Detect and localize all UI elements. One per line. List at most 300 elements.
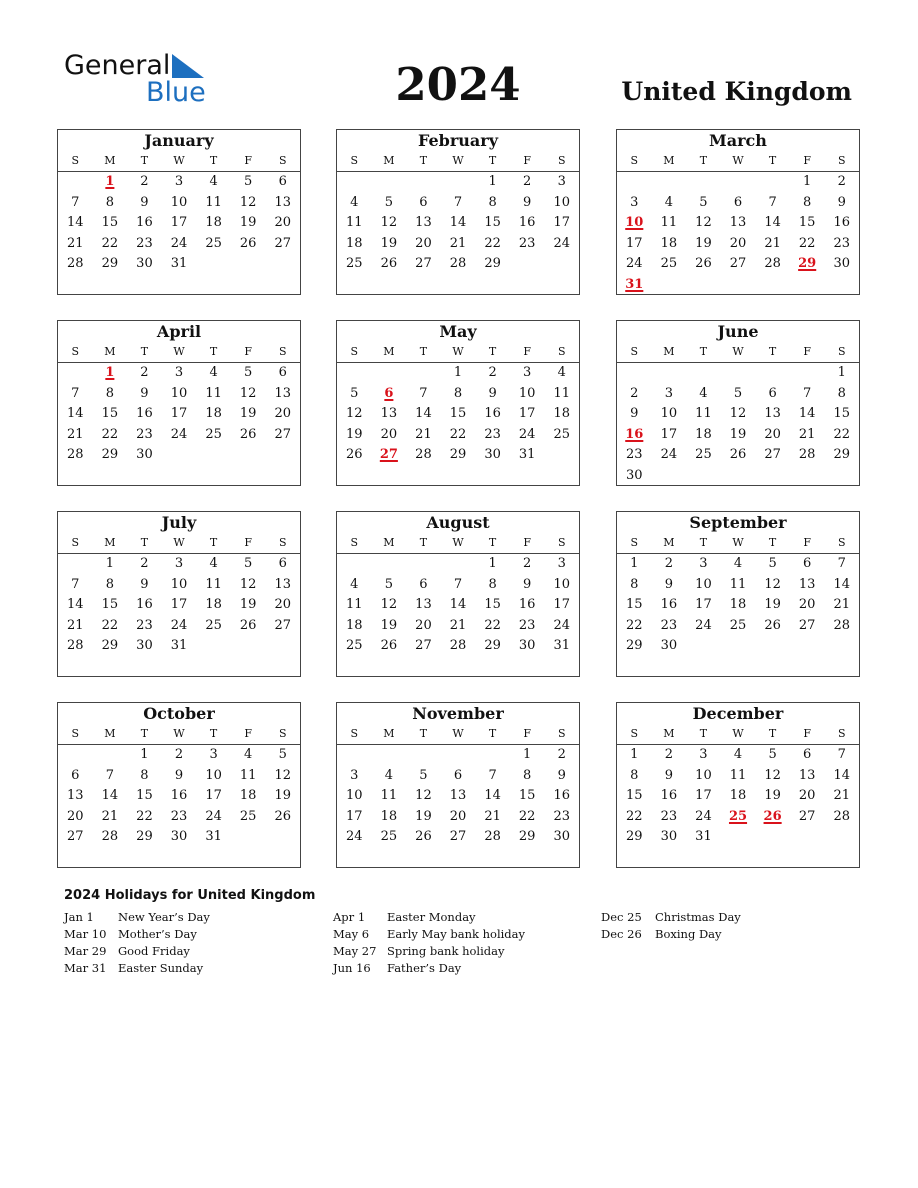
day-cell: 22 [484, 235, 501, 251]
day-cell: 5 [768, 747, 777, 762]
day-cell: 7 [768, 194, 777, 210]
day-cell: 7 [488, 767, 497, 783]
weekday-label: F [244, 345, 252, 358]
weekday-label: T [488, 345, 497, 358]
month-name: February [417, 131, 498, 150]
weekday-label: T [699, 345, 708, 358]
day-cell [58, 363, 93, 384]
holiday-date: Jun 16 [333, 961, 371, 975]
day-cell: 25 [205, 426, 222, 442]
day-cell: 10 [518, 385, 536, 401]
day-cell [721, 363, 756, 384]
weekday-label: S [837, 536, 846, 549]
day-cell: 29 [833, 447, 851, 463]
week-row [337, 254, 579, 275]
day-cell: 16 [518, 597, 536, 613]
month-november [336, 702, 580, 868]
holiday-name: Spring bank holiday [387, 944, 505, 958]
weekday-label: M [383, 345, 395, 358]
weekday-label: W [173, 536, 185, 549]
month-january [57, 129, 301, 295]
holiday-name: Easter Monday [387, 910, 476, 924]
day-cell: 9 [664, 767, 673, 783]
weekday-label: T [699, 154, 708, 167]
weekday-label: F [803, 536, 811, 549]
day-cell: 17 [626, 235, 643, 251]
holiday-day-cell: 25 [728, 808, 748, 824]
day-cell [652, 466, 687, 487]
weekday-label: W [452, 154, 464, 167]
week-row [58, 425, 300, 446]
day-cell: 20 [415, 617, 432, 633]
week-row [58, 193, 300, 214]
day-cell: 28 [449, 638, 467, 654]
month-august [336, 511, 580, 677]
week-row [58, 766, 300, 787]
day-cell: 2 [140, 365, 149, 380]
day-cell: 13 [67, 788, 84, 804]
day-cell: 29 [518, 829, 536, 845]
weekday-label: T [419, 727, 428, 740]
weekday-label: W [173, 727, 185, 740]
month-name: December [692, 704, 784, 723]
holiday-name: Christmas Day [655, 910, 741, 924]
day-cell: 18 [660, 235, 678, 251]
day-cell: 13 [415, 597, 432, 613]
day-cell: 20 [274, 215, 292, 231]
weekday-label: S [557, 154, 566, 167]
day-cell: 29 [626, 638, 643, 654]
day-cell [686, 363, 721, 384]
day-cell: 31 [170, 638, 188, 654]
day-cell: 8 [803, 194, 812, 210]
day-cell: 25 [346, 638, 363, 654]
weekday-label: T [768, 727, 777, 740]
day-cell: 19 [346, 426, 363, 442]
day-cell: 8 [630, 576, 639, 592]
day-cell: 29 [101, 447, 119, 463]
week-row [617, 363, 859, 384]
weekday-label: W [173, 345, 185, 358]
day-cell: 16 [660, 597, 678, 613]
day-cell: 19 [239, 215, 257, 231]
day-cell: 1 [140, 747, 149, 762]
weekday-label: M [104, 154, 116, 167]
week-row [617, 766, 859, 787]
country-name: United Kingdom [621, 77, 852, 106]
week-row [617, 745, 859, 766]
day-cell: 27 [274, 235, 292, 251]
weekday-header-row [617, 342, 859, 363]
day-cell: 30 [833, 256, 851, 272]
weekday-label: S [350, 154, 359, 167]
day-cell: 10 [660, 406, 678, 422]
day-cell: 24 [346, 829, 363, 845]
day-cell: 30 [660, 829, 678, 845]
holiday-entry [333, 960, 593, 977]
holiday-day-cell: 1 [105, 365, 115, 380]
day-cell [231, 445, 266, 466]
day-cell: 26 [729, 447, 747, 463]
day-cell: 10 [695, 576, 712, 592]
day-cell: 20 [274, 597, 292, 613]
day-cell: 24 [695, 617, 712, 633]
week-row [337, 172, 579, 193]
week-row [58, 234, 300, 255]
weekday-label: W [173, 154, 185, 167]
day-cell [372, 363, 407, 384]
day-cell: 21 [484, 808, 501, 824]
day-cell: 29 [484, 638, 501, 654]
holiday-date: May 27 [333, 944, 377, 958]
day-cell [617, 172, 652, 193]
week-row [337, 384, 579, 405]
day-cell: 14 [484, 788, 501, 804]
week-row [617, 807, 859, 828]
day-cell: 19 [239, 406, 257, 422]
holiday-day-cell: 27 [379, 447, 398, 463]
day-cell: 7 [453, 576, 463, 592]
day-cell [162, 445, 197, 466]
holiday-name: Boxing Day [655, 927, 722, 941]
day-cell: 12 [764, 767, 781, 783]
day-cell: 2 [140, 556, 149, 571]
holiday-day-cell: 16 [625, 426, 644, 442]
weekday-label: T [768, 345, 777, 358]
day-cell: 24 [170, 426, 188, 442]
weekday-label: T [419, 536, 428, 549]
day-cell: 26 [380, 638, 398, 654]
day-cell: 11 [695, 406, 712, 422]
weekday-label: M [104, 345, 116, 358]
day-cell: 20 [449, 808, 467, 824]
day-cell: 20 [274, 406, 292, 422]
month-february [336, 129, 580, 295]
day-cell: 4 [384, 767, 393, 783]
day-cell: 9 [174, 767, 184, 783]
weekday-label: S [350, 536, 359, 549]
day-cell: 30 [518, 638, 536, 654]
day-cell: 26 [415, 829, 432, 845]
week-row [337, 807, 579, 828]
day-cell [406, 363, 441, 384]
day-cell: 15 [101, 597, 119, 613]
month-name: September [689, 513, 787, 532]
week-row [337, 445, 579, 466]
day-cell: 25 [239, 808, 257, 824]
day-cell: 3 [174, 365, 184, 380]
day-cell [372, 745, 407, 766]
day-cell: 1 [523, 747, 532, 762]
week-row [337, 766, 579, 787]
weekday-label: F [523, 536, 531, 549]
day-cell: 5 [244, 556, 253, 571]
day-cell: 8 [488, 576, 497, 592]
day-cell: 14 [833, 576, 851, 592]
day-cell: 16 [518, 215, 536, 231]
day-cell: 1 [803, 174, 812, 189]
day-cell: 30 [136, 447, 153, 463]
day-cell: 20 [764, 426, 781, 442]
day-cell: 25 [660, 256, 678, 272]
weekday-label: T [140, 345, 149, 358]
day-cell: 4 [350, 576, 359, 592]
day-cell: 28 [449, 256, 467, 272]
weekday-header-row [58, 342, 300, 363]
week-row [617, 425, 859, 446]
day-cell: 14 [449, 215, 467, 231]
day-cell: 30 [484, 447, 501, 463]
day-cell: 27 [449, 829, 467, 845]
week-row [58, 827, 300, 848]
day-cell: 9 [140, 194, 149, 210]
general-blue-logo [64, 50, 214, 110]
month-name: January [144, 131, 214, 150]
day-cell: 7 [71, 576, 80, 592]
day-cell: 19 [239, 597, 257, 613]
weekday-label: S [837, 727, 846, 740]
day-cell: 10 [170, 576, 188, 592]
day-cell: 3 [350, 767, 359, 783]
weekday-label: T [488, 536, 497, 549]
day-cell: 6 [278, 365, 287, 380]
day-cell: 4 [733, 556, 743, 571]
weekday-header-row [617, 533, 859, 554]
holiday-date: Apr 1 [333, 910, 366, 924]
day-cell: 30 [136, 638, 153, 654]
day-cell: 27 [415, 638, 432, 654]
day-cell [790, 363, 825, 384]
holiday-entry [601, 909, 861, 926]
week-row [617, 827, 859, 848]
day-cell: 15 [626, 788, 643, 804]
day-cell: 27 [729, 256, 747, 272]
day-cell: 17 [170, 215, 188, 231]
day-cell: 29 [449, 447, 467, 463]
weekday-label: F [244, 536, 252, 549]
day-cell: 28 [833, 617, 851, 633]
weekday-label: M [383, 536, 395, 549]
day-cell: 16 [136, 597, 153, 613]
day-cell: 4 [733, 747, 743, 762]
day-cell: 1 [488, 174, 497, 189]
logo-text-blue: Blue [146, 77, 206, 108]
day-cell: 9 [140, 576, 149, 592]
weekday-label: M [104, 536, 116, 549]
weekday-label: M [663, 345, 675, 358]
holiday-day-cell: 10 [625, 215, 644, 231]
day-cell: 8 [630, 767, 639, 783]
day-cell: 15 [449, 406, 467, 422]
day-cell: 17 [346, 808, 363, 824]
holiday-entry [64, 943, 324, 960]
weekday-label: F [523, 154, 531, 167]
weekday-label: F [803, 345, 811, 358]
day-cell: 28 [764, 256, 781, 272]
day-cell: 23 [136, 235, 153, 251]
day-cell: 22 [833, 426, 851, 442]
day-cell [544, 445, 579, 466]
day-cell: 10 [170, 385, 188, 401]
day-cell: 26 [239, 235, 257, 251]
weekday-label: S [630, 727, 639, 740]
weekday-label: T [488, 727, 497, 740]
day-cell: 4 [244, 747, 253, 762]
day-cell: 3 [174, 174, 184, 189]
holiday-day-cell: 6 [384, 385, 394, 401]
weekday-label: W [732, 727, 744, 740]
week-row [617, 213, 859, 234]
day-cell: 8 [453, 385, 463, 401]
day-cell: 31 [695, 829, 712, 845]
day-cell: 26 [239, 426, 257, 442]
day-cell: 17 [205, 788, 222, 804]
day-cell: 23 [660, 808, 678, 824]
day-cell: 5 [733, 385, 743, 401]
day-cell: 19 [729, 426, 747, 442]
day-cell [337, 554, 372, 575]
day-cell: 24 [553, 617, 571, 633]
week-row [617, 172, 859, 193]
day-cell: 21 [764, 235, 781, 251]
holiday-date: Mar 10 [64, 927, 107, 941]
day-cell [721, 275, 756, 296]
day-cell: 5 [384, 194, 393, 210]
day-cell [790, 636, 825, 657]
day-cell: 11 [380, 788, 398, 804]
day-cell: 7 [837, 556, 846, 571]
holidays-title: 2024 Holidays for United Kingdom [64, 888, 316, 903]
day-cell: 1 [488, 556, 497, 571]
day-cell: 28 [415, 447, 432, 463]
day-cell: 14 [67, 597, 84, 613]
day-cell: 27 [274, 617, 292, 633]
holiday-day-cell: 29 [798, 256, 817, 272]
day-cell: 27 [415, 256, 432, 272]
day-cell: 28 [833, 808, 851, 824]
week-row [617, 575, 859, 596]
day-cell [406, 554, 441, 575]
week-row [617, 234, 859, 255]
day-cell [265, 636, 300, 657]
week-row [337, 745, 579, 766]
day-cell [544, 254, 579, 275]
holiday-entry [333, 909, 593, 926]
day-cell [196, 636, 231, 657]
day-cell: 6 [419, 194, 428, 210]
day-cell: 17 [553, 215, 571, 231]
day-cell: 10 [553, 194, 571, 210]
day-cell: 10 [553, 576, 571, 592]
holiday-date: Dec 26 [601, 927, 642, 941]
day-cell: 20 [798, 597, 816, 613]
day-cell: 13 [415, 215, 432, 231]
day-cell: 24 [205, 808, 222, 824]
week-row [58, 616, 300, 637]
week-row [337, 213, 579, 234]
day-cell: 11 [729, 767, 747, 783]
day-cell: 30 [136, 256, 153, 272]
week-row [337, 575, 579, 596]
weekday-label: W [732, 345, 744, 358]
month-june [616, 320, 860, 486]
day-cell: 15 [136, 788, 153, 804]
week-row [337, 636, 579, 657]
weekday-label: S [278, 536, 287, 549]
weekday-label: F [523, 345, 531, 358]
weekday-header-row [337, 724, 579, 745]
day-cell [510, 254, 545, 275]
day-cell: 18 [205, 597, 222, 613]
day-cell: 6 [803, 556, 812, 571]
day-cell: 14 [449, 597, 467, 613]
holiday-column [601, 909, 861, 943]
day-cell [441, 745, 476, 766]
day-cell: 3 [699, 747, 708, 762]
day-cell: 4 [699, 385, 708, 401]
week-row [337, 786, 579, 807]
logo-triangle-icon [172, 54, 204, 78]
day-cell: 7 [837, 747, 846, 762]
month-name: April [156, 322, 202, 341]
month-september [616, 511, 860, 677]
weekday-label: S [557, 345, 566, 358]
day-cell: 2 [488, 365, 497, 380]
day-cell: 23 [136, 617, 153, 633]
week-row [58, 384, 300, 405]
weekday-label: W [452, 536, 464, 549]
month-name: August [426, 513, 490, 532]
day-cell: 10 [205, 767, 222, 783]
week-row [58, 575, 300, 596]
day-cell [824, 636, 859, 657]
day-cell: 26 [346, 447, 363, 463]
day-cell: 9 [664, 576, 673, 592]
day-cell: 13 [274, 385, 292, 401]
month-name: November [412, 704, 504, 723]
week-row [617, 384, 859, 405]
month-july [57, 511, 301, 677]
day-cell [58, 745, 93, 766]
weekday-label: T [209, 154, 218, 167]
day-cell: 17 [170, 406, 188, 422]
day-cell: 22 [136, 808, 153, 824]
weekday-label: T [209, 536, 218, 549]
day-cell: 28 [67, 638, 84, 654]
day-cell: 19 [695, 235, 712, 251]
day-cell: 17 [695, 788, 712, 804]
day-cell: 15 [101, 406, 119, 422]
day-cell: 2 [523, 556, 532, 571]
day-cell: 14 [67, 215, 84, 231]
holiday-date: Mar 31 [64, 961, 107, 975]
day-cell: 29 [626, 829, 643, 845]
day-cell: 9 [488, 385, 497, 401]
day-cell: 19 [764, 788, 781, 804]
day-cell: 7 [453, 194, 463, 210]
holiday-day-cell: 26 [763, 808, 782, 824]
day-cell: 6 [733, 194, 743, 210]
holiday-name: Good Friday [118, 944, 190, 958]
day-cell: 21 [449, 617, 467, 633]
day-cell: 20 [380, 426, 398, 442]
day-cell [93, 745, 128, 766]
day-cell [265, 827, 300, 848]
day-cell: 25 [205, 617, 222, 633]
day-cell: 29 [136, 829, 153, 845]
week-row [58, 254, 300, 275]
day-cell [196, 445, 231, 466]
